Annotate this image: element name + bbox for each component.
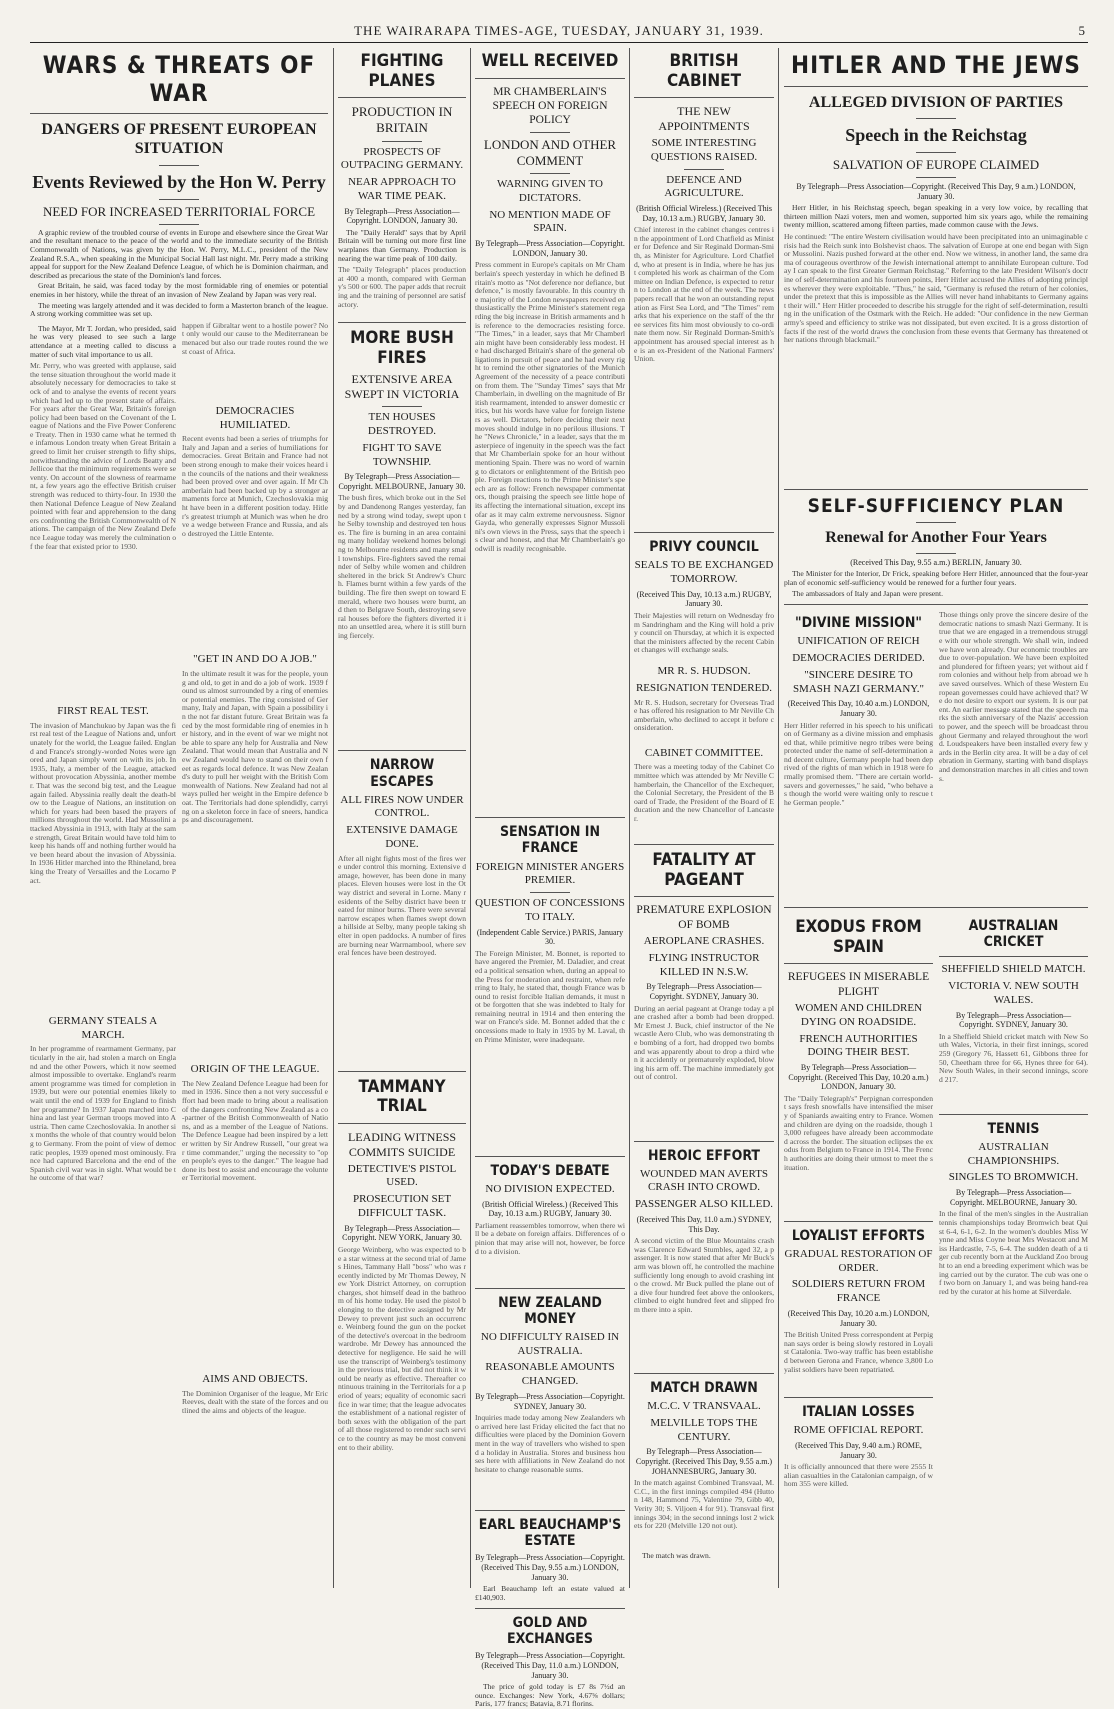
headline-bush-fires: MORE BUSH FIRES: [350, 328, 454, 368]
column-hitler-jews: HITLER AND THE JEWS ALLEGED DIVISION OF PARTIES Speech in the Reichstag SALVATION OF EUROPE CLAIMED By Telegraph—Press Association—Copyright. (Received This Day, 9 a.m.) LONDON, January 30. Herr Hitler, in his Reichstag speech, began speaking in a very low voice, by recalling that thirteen million Nazi voters, men and women, supported him six years ago, while the remaining twenty million, scattered among fifteen parties, made common cause with the Jews. He continued: "The entire Western civilisation would have been precipitated into an unimaginable crisis had the Reich sunk into Bolshevist chaos. The salvation of Europe at one end began with Signor Mussolini. Nazis pushed forward at the other end. Now we witness, in another land, the same drama of courageous overthrow of the Jewish international attempt to annihilate European culture. Today I can speak to the first Greater German Reichstag." Referring to the late President Wilson's doctrine of self-determination and his fourteen points, Herr Hitler accused the Allies of adopting principles wherever they were exploitable. "Thus," he said, "Germany is refused the return of her colonies, under the pretext that this is impossible as the Allies will never hand inhabitants to Germany against their will." Herr Hitler proceeded to describe his struggle for the right of self-determination, resulting in the unification of the Ostmark with the Reich. He added: "Our confidence in the new German army's speed and efficiency to strike was not dissipated, but even excited. It is a gross distortion of facts if the rest of the world draws the conclusion from these events that Germany has threatened other nations through blackmail." SELF-SUFFICIENCY PLAN Renewal for Another Four Years (Received This Day, 9.55 a.m.) BERLIN, January 30. The Minister for the Interior, Dr Frick, speaking before Herr Hitler, announced that the four-year plan of economic self-sufficiency would be renewed for a further four years. The ambassadors of Italy and Japan were present. "DIVINE MISSION" UNIFICATION OF REICH DEMOCRACIES DERIDED. "SINCERE DESIRE TO SMASH NAZI GERMANY." (Received This Day, 10.40 a.m.) LONDON, January 30. Herr Hitler referred in his speech to his unification of Germany as a divine mission and emphasised that, while primitive negro tribes were being protected under the name of self-determination and decent culture, Germany people had been deprived of the rights of man which in 1918 were formally promised them. "There are certain world-savers and governesses," he said, "who behave as though the world were waiting only to rescue the German people." Those things only prove the sincere desire of the democratic nations to smash Nazi Germany. It is true that we are engaged in a tremendous struggle with our whole strength. We shall win, indeed we have won already. Our economic troubles are due to over-population. We have been exploited and plundered for fifteen years; yet without aid from colonies and without help from abroad we have saved ourselves. Which of these Western European governesses could have achieved that? We do not desire to export our system. It is our patent. An earlier message stated that the speech marks the sixth anniversary of the Nazis' accession to power, and the speech will be broadcast throughout Germany and relayed throughout the world. Loudspeakers have been installed every few yards in the Berlin city area. It will be a day of celebration in Germany, starting with band displays and demonstration marches in all cities and towns. EXODUS FROM SPAIN REFUGEES IN MISERABLE PLIGHT WOMEN AND CHILDREN DYING ON ROADSIDE. FRENCH AUTHORITIES DOING THEIR BEST. By Telegraph—Press Association—Copyright. (Received This Day, 10.20 a.m.) LONDON, January 30. The "Daily Telegraph's" Perpignan correspondent says fresh snowfalls have intensified the misery of Spaniards awaiting entry to France. Women and children are dying on the roadside, though 13,000 refugees have already been accommodated across the border. The situation eclipses the exodus from Belgium to France in 1914. The French authorities are doing their utmost to meet the situation. LOYALIST EFFORTS GRADUAL RESTORATION OF ORDER. SOLDIERS RETURN FROM FRANCE (Received This Day, 10.20 a.m.) LONDON, January 30. The British United Press correspondent at Perpignan says order is being slowly restored in Loyalist Catalonia. Two-way traffic has been established between Gerona and France, whence 3,800 Loyalist soldiers have been repatriated. ITALIAN LOSSES ROME OFFICIAL REPORT. (Received This Day, 9.40 a.m.) ROME, January 30. It is officially announced that there were 2555 Italian casualties in the Catalonian campaign, of whom 355 were killed. AUSTRALIAN CRICKET SHEFFIELD SHIELD MATCH. VICTORIA V. NEW SOUTH WALES. By Telegraph—Press Association—Copyright. SYDNEY, January 30. In a Sheffield Shield cricket match with New South Wales, Victoria, in their first innings, scored 259 (Gregory 76, Hassett 61, Gibbons three for 50, Cheetham three for 66, Hynes three for 64). New South Wales, in their second innings, scored 217. TENNIS AUSTRALIAN CHAMPIONSHIPS. SINGLES TO BROMWICH. By Telegraph—Press Association—Copyright. MELBOURNE, January 30. In the final of the men's singles in the Australian tennis championships today Bromwich beat Quist 6-4, 6-1, 6-2. In the women's doubles Miss Wynne and Miss Coyne beat Mrs Westacott and Miss Hardcastle, 7-5, 6-4. The sudden death of a tiger cub recently born at the Auckland Zoo brought to an end a breeding experiment which was being carried out by the curator. The cub was one of two born on January 1, and was being hand-reared by the curator at his home at Silverdale.: [784, 51, 1089, 1489]
column-fighting-planes: FIGHTING PLANES PRODUCTION IN BRITAIN PROSPECTS OF OUTPACING GERMANY. NEAR APPROACH TO WAR TIME PEAK. By Telegraph—Press Association—Copyright. LONDON, January 30. The "Daily Herald" says that by April Britain will be turning out more first line warplanes than Germany. Production is nearing the war time peak of 100 daily. The "Daily Telegraph" places production at 400 a month, compared with Germany's 500 or 600. The paper adds that recruiting and the training of personnel are satisfactory. MORE BUSH FIRES EXTENSIVE AREA SWEPT IN VICTORIA TEN HOUSES DESTROYED. FIGHT TO SAVE TOWNSHIP. By Telegraph—Press Association—Copyright. MELBOURNE, January 30. The bush fires, which broke out in the Selby and Dandenong Ranges yesterday, fanned by a strong wind today, swept upon the Selby township and destroyed ten houses. The fire is burning in an area containing many holiday weekend homes belonging to Melbourne residents and many small townships. Fire-fighters saved the remainder of Selby while women and children sheltered in the brick St Andrew's Church. Flames burnt within a few yards of the building. The fire then swept on toward Emerald, where two houses were burnt, and then to Belgrave South, destroying several houses before the fighters diverted it into an unsettled area, where it is still burning fiercely. NARROW ESCAPES ALL FIRES NOW UNDER CONTROL. EXTENSIVE DAMAGE DONE. After all night fights most of the fires were under control this morning. Extensive damage, however, has been done in many places. Eleven houses were lost in the Otway district and several in Lorne. Many residents of the Selby district have been treated for minor burns. There were several narrow escapes when flames swept down a hillside at Selby, many people taking shelter in open paddocks. A number of fires are burning near Warrnambool, where several fences have been destroyed. TAMMANY TRIAL LEADING WITNESS COMMITS SUICIDE DETECTIVE'S PISTOL USED. PROSECUTION SET DIFFICULT TASK. By Telegraph—Press Association—Copyright. NEW YORK, January 30. George Weinberg, who was expected to be a star witness at the second trial of James Hines, Tammany Hall "boss" who was recently indicted by Mr Thomas Dewey, New York District Attorney, on corruption charges, shot himself dead in the bathroom of his home today. He used the pistol belonging to the detective assigned by Mr Dewey to prevent just such an occurrence. Weinberg found the gun on the pocket of the detective's overcoat in the bedroom wardrobe. Mr Dewey has announced the detective for negligence. He said he will use the transcript of Weinberg's testimony in the previous trial, but did not think it would be nearly as effective. Thereafter continuous training in the Territorials for a period of years; equality of economic sacrifice in war time; that the league advocates the establishment of a national register of both sexes with the obligation of the part of all those registered to render such service to the country as may be most convenient to their ability.: [338, 51, 466, 1452]
headline-privy-council: PRIVY COUNCIL: [649, 539, 759, 556]
sub-dangers: DANGERS OF PRESENT EUROPEAN SITUATION: [41, 121, 317, 158]
headline-nz-money: NEW ZEALAND MONEY: [498, 1294, 602, 1327]
column-well-received: WELL RECEIVED MR CHAMBERLAIN'S SPEECH ON FOREIGN POLICY LONDON AND OTHER COMMENT WARNING GIVEN TO DICTATORS. NO MENTION MADE OF SPAIN. By Telegraph—Press Association—Copyright. LONDON, January 30. Press comment in Europe's capitals on Mr Chamberlain's speech yesterday in which he defined Britain's motto as "Not deference nor defiance, but defence," is mostly favourable. In this country the majority of the London newspapers received enthusiastically the Prime Minister's statement regarding the big increase in British armaments and his reference to the democracies resisting force. "The Times," in a leader, says that Mr Chamberlain might have been considerably less modest. He had discharged Britain's share of the general obligations in pursuit of peace and he had every right to remind the other signatories of the Munich Agreement of the necessity of a peace contribution from them. The "Sunday Times" says that Mr Chamberlain, in dwelling on the magnitude of British rearmament, intended to answer domestic critics, but his words have value for foreign listeners as well. Dictators, before deciding their next moves should indulge in no perilous illusions. The "News Chronicle," in a leader, says that the masterpiece of ingenuity in the speech was the fact that Mr Chamberlain spoke for an hour without mentioning Spain. There was no word of warning to dictators or enlightenment of the British people. Foreign reactions to the Prime Minister's speech are as follow: French newspaper commentators, though praising the speech see little hope of its affecting the international situation, except insofar as it may calm extreme nervousness. Signor Gayda, who generally expresses Signor Mussolini's own views in the Press, says that the speech is clear and honest, and that Mr Chamberlain's goodwill is readily recognisable. SENSATION IN FRANCE FOREIGN MINISTER ANGERS PREMIER. QUESTION OF CONCESSIONS TO ITALY. (Independent Cable Service.) PARIS, January 30. The Foreign Minister, M. Bonnet, is reported to have angered the Premier, M. Daladier, and created a political sensation when, during an appeal to the Press for moderation and restraint, when referring to Italy, he stated that, though France was bound to resist forcible Italian demands, it must not be forgotten that she was indebted to Italy for remaining neutral in 1914 and then entering the war on France's side. M. Bonnet added that the concessions made to Italy in 1935 by M. Laval, then Prime Minister, were inadequate. TODAY'S DEBATE NO DIVISION EXPECTED. (British Official Wireless.) (Received This Day, 10.13 a.m.) RUGBY, January 30. Parliament reassembles tomorrow, when there will be a debate on foreign affairs. Differences of opinion that may arise will not, however, be forced to a division. NEW ZEALAND MONEY NO DIFFICULTY RAISED IN AUSTRALIA. REASONABLE AMOUNTS CHANGED. By Telegraph—Press Association—Copyright. SYDNEY, January 30. Inquiries made today among New Zealanders who arrived here last Friday elicited the fact that no difficulties were placed by the Dominion Government in the way of travellers who wished to spend a holiday in Australia. Stores and business houses here with affiliations in New Zealand do not hesitate to change reasonable sums. EARL BEAUCHAMP'S ESTATE By Telegraph—Press Association—Copyright. (Received This Day, 9.55 a.m.) LONDON, January 30. Earl Beauchamp left an estate valued at £140,903. GOLD AND EXCHANGES By Telegraph—Press Association—Copyright. (Received This Day, 11.0 a.m.) LONDON, January 30. The price of gold today is £7 8s 7½d an ounce. Exchanges: New York, 4.67⅝ dollars; Paris, 177 francs; Batavia, 8.71 florins.: [475, 51, 625, 1709]
headline-loyalist-efforts: LOYALIST EFFORTS: [791, 1227, 926, 1244]
headline-hitler-jews: HITLER AND THE JEWS: [791, 51, 1081, 79]
sub-territorial: NEED FOR INCREASED TERRITORIAL FORCE: [42, 203, 316, 219]
column-wars: WARS & THREATS OF WAR DANGERS OF PRESENT EUROPEAN SITUATION Events Reviewed by the Hon W. Perry NEED FOR INCREASED TERRITORIAL FORCE A graphic review of the troubled course of events in Europe and elsewhere since the Great War and the resultant menace to the peace of the world and to the immediate security of the British Commonwealth of Nations, was given by the Hon. W. Perry, M.L.C., president of the New Zealand R.S.A., when speaking in the Municipal Social Hall last night. Mr. Perry made a striking appeal for support for the New Zealand Defence League, of which he is Dominion chairman, and described as precarious the state of the Dominion's land forces. Great Britain, he said, was faced today by the most formidable ring of enemies or potential enemies in her history, while the threat of an invasion of New Zealand by Japan was very real. The meeting was largely attended and it was decided to form a Masterton branch of the league. A strong working committee was set up. The Mayor, Mr T. Jordan, who presided, said he was very pleased to see such a large attendance at a meeting called to discuss a matter of such vital importance to us all. Mr. Perry, who was greeted with applause, said the tense situation throughout the world made it absolutely necessary for democracies to take stock of and to analyse the events of recent years which had led up to the present state of affairs. For years after the Great War, Britain's foreign policy had been based on the Covenant of the League of Nations and the Five Power Conference Treaty. Then in 1930 came what he termed the infamous London treaty when Great Britain agreed to limit her cruiser strength to fifty ships, notwithstanding the advice of Lords Beatty and Jellicoe that the minimum requirements were seventy. On account of the slowness of rearmament, a few years ago the effective British cruiser strength was reduced to thirty-four. In 1930 the then National Defence League of New Zealand pointed with fear and apprehension to the dangers confronting the British Commonwealth of Nations. The campaign of the New Zealand Defence League today was merely the culmination of the fear that existed prior to 1930. FIRST REAL TEST. The invasion of Manchukuo by Japan was the first real test of the League of Nations and, unfortunately for the world, the League failed. England and France's strongly-worded Notes were ignored and Japan simply went on with its job. In 1935, Italy, a member of the League, attacked without provocation Abyssinia, another member. That was the second big test, and the League again failed. Abyssinia really dealt the death-blow to the League of Nations, an institution on which for years had been based the prayers of millions throughout the world. Had Mussolini attacked Abyssinia in 1913, with Italy at the same strength, Great Britain would have told him to keep his hands off and nothing further would have been heard about the invasion of Abyssinia. In 1936 Hitler marched into the Rhineland, breaking the Treaty of Versailles and the Locarno Pact. GERMANY STEALS A MARCH. In her programme of rearmament Germany, particularly in the air, had stolen a march on England and the other Powers, which it now seemed almost impossible to overtake. England's rearmament programme was timed for completion in 1939, but were our potential enemies likely to wait until the end of 1939 for England to finish her programme? In 1937 Japan marched into China and last year German troops moved into Austria. Then came Czechoslovakia. In another six months the whole of that country would belong to Germany. From the point of view of democratic peoples, 1939 opened most ominously. France had captured Barcelona and the end of the Spanish civil war was in sight. What would be the outcome of that war? happen if Gibraltar went to a hostile power? Not only would our cause to the Mediterranean be menaced but also our trade routes round the west coast of Africa. DEMOCRACIES HUMILIATED. Recent events had been a series of triumphs for Italy and Japan and a series of humiliations for democracies. Great Britain and France had not been strong enough to make their voices heard in the councils of the nations and their weakness had been proved over and over again. If Mr Chamberlain had been backed up by a stronger armaments force at Munich, Czechoslovakia might have been in a different position today. Hitler's greatest triumph at Munich was when he drove a wedge between France and Russia, and also destroyed the Little Entente. "GET IN AND DO A JOB." In the ultimate result it was for the people, young and old, to get in and do a job of work. 1939 found us almost surrounded by a ring of enemies or potential enemies. The ring consisted of Germany, Italy and Japan, with Spain a possibility in the not far distant future. Great Britain was faced by the most formidable ring of enemies in her history, and in the event of war we might not be able to spare any help for Australia and New Zealand. That would mean that Australia and New Zealand would have to stand on their own feet as regards local defence. It was New Zealand's duty to pull her weight with the British Commonwealth of Nations. New Zealand had not always pulled her weight in the Empire defence boat. The Territorials had done splendidly, carrying on a skeleton force in face of sneers, handicaps and discouragement. ORIGIN OF THE LEAGUE. The New Zealand Defence League had been formed in 1936. Since then a not very successful effort had been made to bring about a realisation of the dangers confronting New Zealand as a co-partner of the British Commonwealth of Nations, and as a member of the League of Nations. The Defence League had been inspired by a letter written by Sir Andrew Russell, "our great war time commander," urging the necessity to "open people's eyes to the danger." The league had done its best to assist and encourage the volunteer Territorial movement. AIMS AND OBJECTS. The Dominion Organiser of the league, Mr Eric Reeves, dealt with the state of the forces and outlined the aims and objects of the league.: [30, 51, 328, 1415]
headline-italian-losses: ITALIAN LOSSES: [802, 1404, 915, 1421]
sub-events: Events Reviewed by the Hon W. Perry: [32, 171, 326, 192]
headline-beauchamp: EARL BEAUCHAMP'S ESTATE: [478, 1517, 622, 1550]
headline-divine-mission: "DIVINE MISSION": [795, 615, 922, 632]
article-intro: A graphic review of the troubled course of events in Europe and elsewhere since the Great War and the resultant menace to the peace of the world and to the immediate security of the British Commonwealth of Nations, was given by the Hon. W. Perry, M.L.C., president of the New Zealand R.S.A., when speaking in the Municipal Social Hall last night. Mr. Perry made a striking appeal for support for the New Zealand Defence League, of which he is Dominion chairman, and described as precarious the state of the Dominion's land forces. Great Britain, he said, was faced today by the most formidable ring of enemies or potential enemies in her history, while the threat of an invasion of New Zealand by Japan was very real. The meeting was largely attended and it was decided to form a Masterton branch of the league. A strong working committee was set up.: [30, 227, 328, 319]
headline-self-sufficiency: SELF-SUFFICIENCY PLAN: [807, 495, 1065, 517]
headline-sensation-france: SENSATION IN FRANCE: [499, 824, 601, 857]
headline-narrow-escapes: NARROW ESCAPES: [369, 757, 435, 790]
headline-exodus-spain: EXODUS FROM SPAIN: [795, 917, 922, 957]
headline-todays-debate: TODAY'S DEBATE: [490, 1162, 610, 1179]
headline-fatality-pageant: FATALITY AT PAGEANT: [652, 850, 756, 890]
headline-australian-cricket: AUSTRALIAN CRICKET: [968, 918, 1059, 951]
page-number: 5: [1078, 23, 1086, 38]
sub-origin: ORIGIN OF THE LEAGUE.: [190, 1063, 320, 1075]
sub-germany-steals: GERMANY STEALS A MARCH.: [48, 1014, 158, 1041]
column-british-cabinet: BRITISH CABINET THE NEW APPOINTMENTS SOME INTERESTING QUESTIONS RAISED. DEFENCE AND AGRICULTURE. (British Official Wireless.) (Received This Day, 10.13 a.m.) RUGBY, January 30. Chief interest in the cabinet changes centres in the appointment of Lord Chatfield as Minister for Defence and Sir Reginald Dorman-Smith, as Minister for Agriculture. Lord Chatfield, who at present is in India, where he has just completed his work as chairman of the Committee on Indian Defence, is expected to return to London at the end of the week. The newspapers recall that he won an outstanding reputation as First Sea Lord, and "The Times" remarks that his experience on the staff of the three services fits him most obviously to co-ordinate them now. Sir Reginald Dorman-Smith's appointment has aroused special interest as he is an ex-President of the National Farmers' Union. PRIVY COUNCIL SEALS TO BE EXCHANGED TOMORROW. (Received This Day, 10.13 a.m.) RUGBY, January 30. Their Majesties will return on Wednesday from Sandringham and the King will hold a privy council on Thursday, at which it is expected that the ministers affected by the recent Cabinet changes will exchange seals. MR R. S. HUDSON. RESIGNATION TENDERED. Mr R. S. Hudson, secretary for Overseas Trade has offered his resignation to Mr Neville Chamberlain, who declined to accept it before consideration. CABINET COMMITTEE. There was a meeting today of the Cabinet Committee which was attended by Mr Neville Chamberlain, the Chancellor of the Exchequer, the Colonial Secretary, the President of the Board of Trade, the President of the Board of Education and the new Chancellor of Lancaster. FATALITY AT PAGEANT PREMATURE EXPLOSION OF BOMB AEROPLANE CRASHES. FLYING INSTRUCTOR KILLED IN N.S.W. By Telegraph—Press Association—Copyright. SYDNEY, January 30. During an aerial pageant at Orange today a plane crashed after a bomb had been dropped. Mr Ernest J. Buck, chief instructor of the Newcastle Aero Club, who was demonstrating the bombing of a fort, had dropped two bombs and was apparently about to drop a third when it accidently or prematurely exploded, blowing his arm off. The machine immediately got out of control. HEROIC EFFORT WOUNDED MAN AVERTS CRASH INTO CROWD. PASSENGER ALSO KILLED. (Received This Day, 11.0 a.m.) SYDNEY, This Day. A second victim of the Blue Mountains crash was Clarence Edward Stumbles, aged 32, a passenger. It is now stated that after Mr Buck's arm was blown off, he controlled the machine sufficiently long enough to avoid crashing into the crowd. Mr Buck pulled the plane out of a dive four hundred feet above the onlookers, climbed to eight hundred feet and slipped from there into a spin. MATCH DRAWN M.C.C. V TRANSVAAL. MELVILLE TOPS THE CENTURY. By Telegraph—Press Association—Copyright. (Received This Day, 9.55 a.m.) JOHANNESBURG, January 30. In the match against Combined Transvaal, M.C.C., in the first innings compiled 494 (Hutton 148, Hammond 75, Valentine 79, Gibb 40, Verity 30; S. Viljoen 4 for 91). Transvaal first innings 304; in the second innings lost 2 wickets for 220 (Melville 120 not out). The match was drawn.: [634, 51, 774, 1561]
headline-heroic-effort: HEROIC EFFORT: [647, 1147, 761, 1164]
headline-well-received: WELL RECEIVED: [481, 51, 619, 71]
masthead: [30, 20, 1088, 43]
headline-wars: WARS & THREATS OF WAR: [42, 51, 316, 107]
masthead-title: THE WAIRARAPA TIMES-AGE, TUESDAY, JANUARY 31, 1939.: [354, 23, 764, 38]
headline-tennis: TENNIS: [987, 1120, 1040, 1137]
sub-first-real-test: FIRST REAL TEST.: [57, 705, 149, 718]
headline-tammany-trial: TAMMANY TRIAL: [358, 1076, 446, 1117]
sub-aims: AIMS AND OBJECTS.: [202, 1372, 308, 1385]
headline-british-cabinet: BRITISH CABINET: [666, 51, 742, 91]
headline-match-drawn: MATCH DRAWN: [650, 1380, 758, 1397]
sub-democracies-humiliated: DEMOCRACIES HUMILIATED.: [215, 404, 295, 431]
sub-get-in: "GET IN AND DO A JOB.": [193, 653, 317, 666]
headline-fighting-planes: FIGHTING PLANES: [360, 51, 444, 91]
headline-gold-exchanges: GOLD AND EXCHANGES: [507, 1615, 593, 1648]
